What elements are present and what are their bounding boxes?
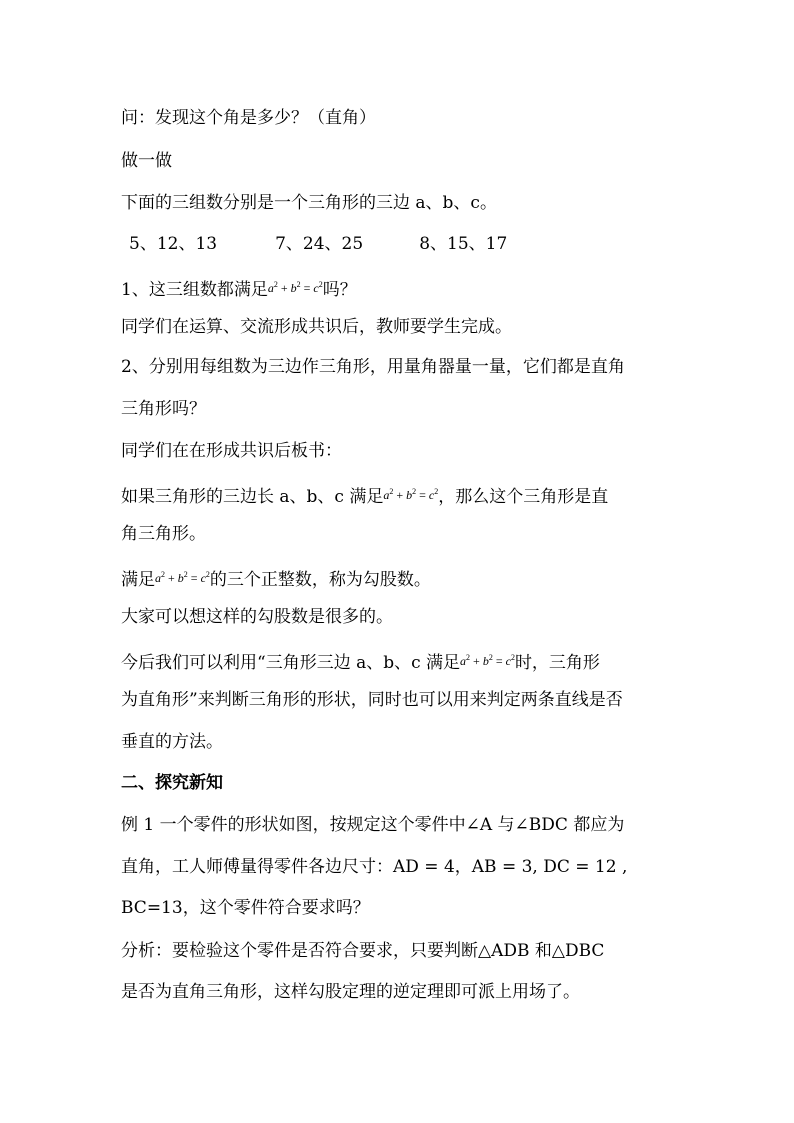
formula-operator: + (277, 281, 291, 295)
question-1-suffix: 吗？ (322, 280, 357, 300)
formula-variable: c (313, 281, 319, 295)
formula-operator: + (165, 571, 178, 585)
formula-variable: b (290, 281, 297, 295)
formula-exponent: 2 (389, 487, 394, 496)
application-text: 今后我们可以利用“三角形三边 a、b、c 满足 (121, 653, 461, 673)
analysis-line-1: 分析：要检验这个零件是否符合要求，只要判断△ADB 和△DBC (121, 941, 605, 961)
theorem-text: 如果三角形的三边长 a、b、c 满足 (121, 487, 384, 507)
application-line-3: 垂直的方法。 (121, 732, 223, 752)
formula-exponent: 2 (318, 280, 323, 289)
pythagorean-formula (460, 654, 515, 668)
section-heading: 二、探究新知 (121, 773, 223, 793)
formula-variable: a (383, 488, 390, 502)
formula-variable: a (267, 281, 274, 295)
formula-exponent: 2 (296, 280, 301, 289)
formula-operator: = (416, 488, 429, 502)
question-2-line-1: 2、分别用每组数为三边作三角形，用量角器量一量，它们都是直角 (121, 357, 625, 377)
application-line-1 (121, 647, 681, 674)
number-groups (129, 233, 689, 255)
formula-operator: + (393, 488, 407, 502)
question-1 (121, 274, 681, 301)
theorem-line-1 (121, 481, 681, 508)
formula-variable: c (428, 488, 435, 502)
formula-exponent: 2 (273, 280, 278, 289)
formula-exponent: 2 (466, 653, 471, 662)
formula-exponent: 2 (183, 570, 188, 579)
question-2-line-2: 三角形吗？ (121, 399, 206, 419)
definition-suffix: 的三个正整数，称为勾股数。 (209, 570, 431, 590)
pythagorean-triple-definition (121, 564, 681, 591)
formula-operator: = (187, 571, 201, 585)
analysis-line-2: 是否为直角三角形，这样勾股定理的逆定理即可派上用场了。 (121, 982, 580, 1002)
formula-operator: = (300, 281, 314, 295)
example-line-1: 例 1 一个零件的形状如图，按规定这个零件中∠A 与∠BDC 都应为 (121, 815, 625, 835)
definition-prefix: 满足 (121, 570, 155, 590)
pythagorean-formula (155, 571, 210, 585)
remark-line: 大家可以想这样的勾股数是很多的。 (121, 607, 393, 627)
application-line-2: 为直角形”来判断三角形的形状，同时也可以用来判定两条直线是否 (121, 690, 623, 710)
discussion-line: 同学们在运算、交流形成共识后，教师要学生完成。 (121, 317, 512, 337)
formula-exponent: 2 (205, 570, 210, 579)
formula-exponent: 2 (434, 487, 439, 496)
formula-variable: b (482, 654, 489, 668)
number-group-1: 5、12、13 (129, 234, 218, 254)
number-group-2: 7、24、25 (275, 234, 364, 254)
formula-exponent: 2 (510, 653, 515, 662)
formula-exponent: 2 (488, 653, 493, 662)
question-1-text: 1、这三组数都满足 (121, 280, 268, 300)
formula-operator: + (470, 654, 483, 668)
formula-variable: b (177, 571, 184, 585)
formula-variable: b (406, 488, 413, 502)
theorem-suffix: ，那么这个三角形是直 (438, 487, 609, 507)
formula-operator: = (492, 654, 506, 668)
theorem-line-2: 角三角形。 (121, 524, 206, 544)
formula-variable: a (460, 654, 467, 668)
application-suffix: 时，三角形 (514, 653, 600, 673)
formula-variable: c (505, 654, 511, 668)
example-line-3: BC=13，这个零件符合要求吗？ (121, 898, 370, 918)
intro-line: 下面的三组数分别是一个三角形的三边 a、b、c。 (121, 193, 497, 213)
example-line-2: 直角，工人师傅量得零件各边尺寸：AD = 4，AB = 3, DC = 12 , (121, 857, 628, 877)
formula-exponent: 2 (412, 487, 417, 496)
question-line: 问：发现这个角是多少？（直角） (121, 108, 376, 128)
pythagorean-formula (383, 488, 438, 502)
pythagorean-formula (268, 281, 323, 295)
number-group-3: 8、15、17 (419, 234, 508, 254)
board-note-line: 同学们在在形成共识后板书： (121, 441, 342, 461)
formula-variable: c (200, 571, 206, 585)
formula-exponent: 2 (161, 570, 165, 579)
formula-variable: a (155, 571, 161, 585)
activity-heading: 做一做 (121, 151, 172, 171)
